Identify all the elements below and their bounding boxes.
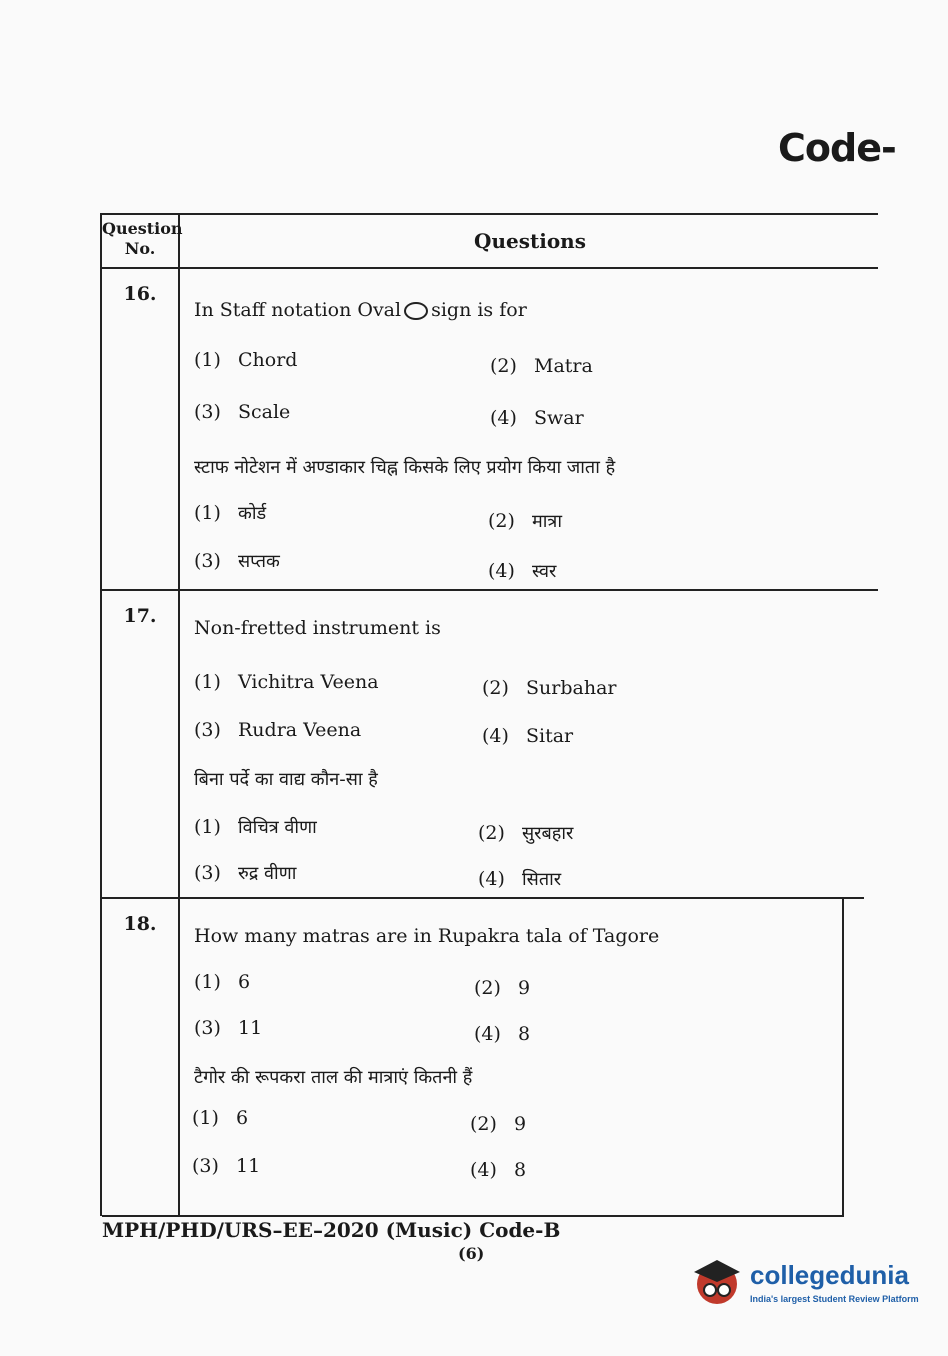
question-row: [102, 591, 864, 899]
option: (4) Sitar: [482, 725, 574, 747]
option: (4) 8: [474, 1023, 531, 1045]
page-number: (6): [458, 1244, 485, 1263]
option: (1) 6: [192, 1107, 249, 1129]
question-number: 18.: [102, 899, 180, 1215]
brand-watermark: [690, 1252, 930, 1312]
option: (1) Vichitra Veena: [194, 671, 379, 693]
option: (2) 9: [474, 977, 531, 999]
option: (4) 8: [470, 1159, 527, 1181]
question-text-hindi: बिना पर्दे का वाद्य कौन-सा है: [194, 769, 378, 790]
option: (1) कोर्ड: [194, 502, 267, 524]
option: (2) Surbahar: [482, 677, 617, 699]
question-text: [194, 299, 527, 321]
option: (3) 11: [194, 1017, 263, 1039]
question-text-part: sign is for: [431, 299, 527, 321]
option: (3) Scale: [194, 401, 291, 423]
option: (3) Rudra Veena: [194, 719, 362, 741]
col-questions: Questions: [474, 229, 586, 253]
question-text: How many matras are in Rupakra tala of Tagore: [194, 925, 660, 947]
table-header: [102, 213, 878, 269]
option: (3) रुद्र वीणा: [194, 862, 297, 884]
oval-sign-icon: [404, 302, 428, 320]
question-text: Non-fretted instrument is: [194, 617, 441, 639]
col-question-no: Question No.: [102, 215, 180, 267]
option: (2) मात्रा: [488, 510, 563, 532]
question-text-part: In Staff notation Oval: [194, 299, 402, 321]
question-number: 17.: [102, 591, 180, 897]
question-text-hindi: स्टाफ नोटेशन में अण्डाकार चिह्न किसके लिए प्रयोग किया जाता है: [194, 457, 616, 478]
question-row: [102, 899, 844, 1217]
option: (2) सुरबहार: [478, 822, 574, 844]
option: (2) Matra: [490, 355, 593, 377]
option: (1) Chord: [194, 349, 298, 371]
option: (4) Swar: [490, 407, 584, 429]
option: (3) 11: [192, 1155, 261, 1177]
paper-code-footer: MPH/PHD/URS–EE–2020 (Music) Code-B: [102, 1218, 561, 1242]
code-label: Code-: [778, 126, 896, 170]
option: (4) स्वर: [488, 560, 557, 582]
question-row: [102, 269, 878, 591]
option: (2) 9: [470, 1113, 527, 1135]
option: (3) सप्तक: [194, 550, 280, 572]
question-text-hindi: टैगोर की रूपकरा ताल की मात्राएं कितनी हैं: [194, 1067, 473, 1088]
option: (4) सितार: [478, 868, 562, 890]
collegedunia-logo-icon: [690, 1254, 744, 1308]
brand-tagline: India's largest Student Review Platform: [750, 1294, 919, 1304]
option: (1) विचित्र वीणा: [194, 816, 317, 838]
brand-name: collegedunia: [750, 1260, 909, 1290]
question-table: [100, 213, 878, 1216]
question-number: 16.: [102, 269, 180, 589]
option: (1) 6: [194, 971, 251, 993]
